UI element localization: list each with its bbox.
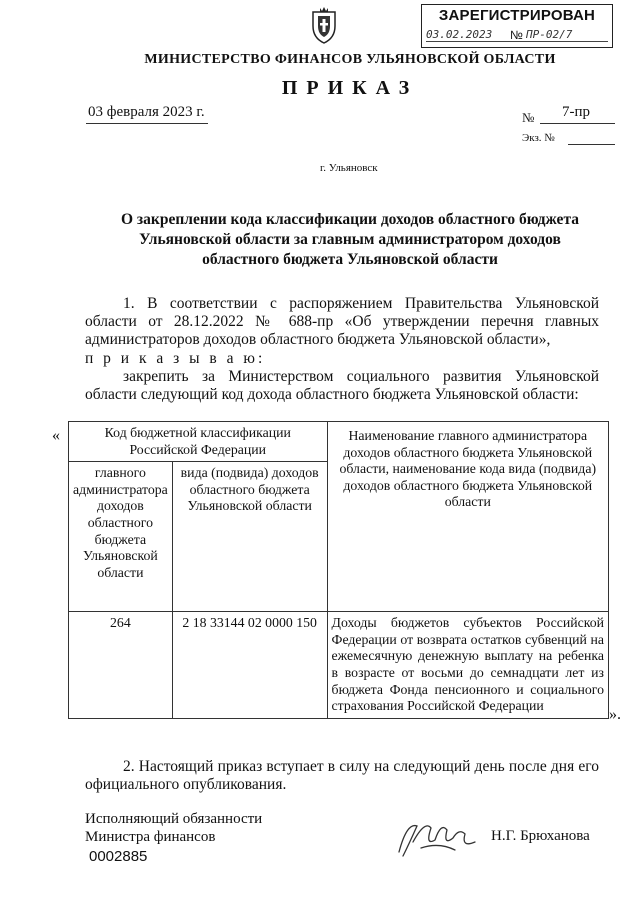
document-serial-number: 0002885 (89, 848, 148, 865)
stamp-title: ЗАРЕГИСТРИРОВАН (438, 7, 596, 24)
ministry-name: МИНИСТЕРСТВО ФИНАНСОВ УЛЬЯНОВСКОЙ ОБЛАСТИ (144, 52, 556, 67)
date-underline (86, 123, 208, 124)
number-label: № (522, 110, 535, 125)
copy-number-underline (568, 144, 615, 145)
header-group-cell: Код бюджетной классификации Российской Федерации (69, 422, 328, 462)
position-line: Исполняющий обязанности (85, 811, 263, 827)
order-word: п р и к а з ы в а ю: (85, 349, 266, 367)
signatory-position (85, 810, 262, 846)
city: г. Ульяновск (320, 162, 378, 174)
admin-code-cell: 264 (69, 612, 173, 719)
document-title (60, 210, 640, 270)
handwritten-signature (395, 812, 485, 862)
title-line: Ульяновской области за главным администратором доходов (139, 231, 561, 248)
signatory-name: Н.Г. Брюханова (491, 828, 590, 844)
stamp-date: 03.02.2023 (426, 28, 493, 41)
header-income-cell: вида (подвида) доходов областного бюджета Ульяновской области (172, 462, 327, 612)
paragraph-1 (85, 295, 599, 404)
title-line: областного бюджета Ульяновской области (202, 251, 498, 268)
title-line: О закреплении кода классификации доходов областного бюджета (121, 211, 579, 228)
number-underline (540, 123, 615, 124)
budget-code-table (68, 421, 609, 719)
document-date: 03 февраля 2023 г. (88, 104, 205, 120)
stamp-registration-line (426, 28, 608, 44)
income-code-cell: 2 18 33144 02 0000 150 (172, 612, 327, 719)
document-number: 7-пр (562, 104, 591, 120)
stamp-underline (426, 41, 608, 42)
table-header-row (69, 422, 609, 462)
header-name-cell: Наименование главного администратора доходов областного бюджета Ульяновской области, наименование кода вида (подвида) доходов областного бюджета Ульяновской области (327, 422, 608, 612)
income-name-cell: Доходы бюджетов субъектов Российской Федерации от возврата остатков субвенций на ежемесячную денежную выплату на ребенка в возрасте от восьми до семнадцати лет из бюджета Фонда пенсионного и социального страхования Российской Федерации (327, 612, 608, 719)
stamp-reg-number: ПР-02/7 (526, 28, 573, 41)
stamp-number-sign: № (510, 28, 523, 42)
document-type: ПРИКАЗ (281, 77, 419, 99)
paragraph-1-text: 1. В соответствии с распоряжением Правительства Ульяновской области от 28.12.2022 № 688-пр «Об утверждении перечня главных администраторов доходов областного бюджета Ульяновской области», (85, 295, 599, 349)
registration-stamp (421, 4, 613, 48)
paragraph-2-text: 2. Настоящий приказ вступает в силу на следующий день после дня его официального опубликования. (85, 758, 599, 794)
table-row (69, 612, 609, 719)
table-open-quote: « (52, 427, 60, 444)
paragraph-1-text-2: закрепить за Министерством социального развития Ульяновской области следующий код дохода областного бюджета Ульяновской области: (85, 367, 599, 404)
copy-number-label: Экз. № (522, 132, 555, 144)
coat-of-arms-emblem (309, 6, 339, 44)
table-close-quote: ». (609, 706, 621, 723)
position-line: Министра финансов (85, 829, 216, 845)
header-admin-cell: главного администратора доходов областного бюджета Ульяновской области (69, 462, 173, 612)
paragraph-2 (85, 758, 599, 794)
